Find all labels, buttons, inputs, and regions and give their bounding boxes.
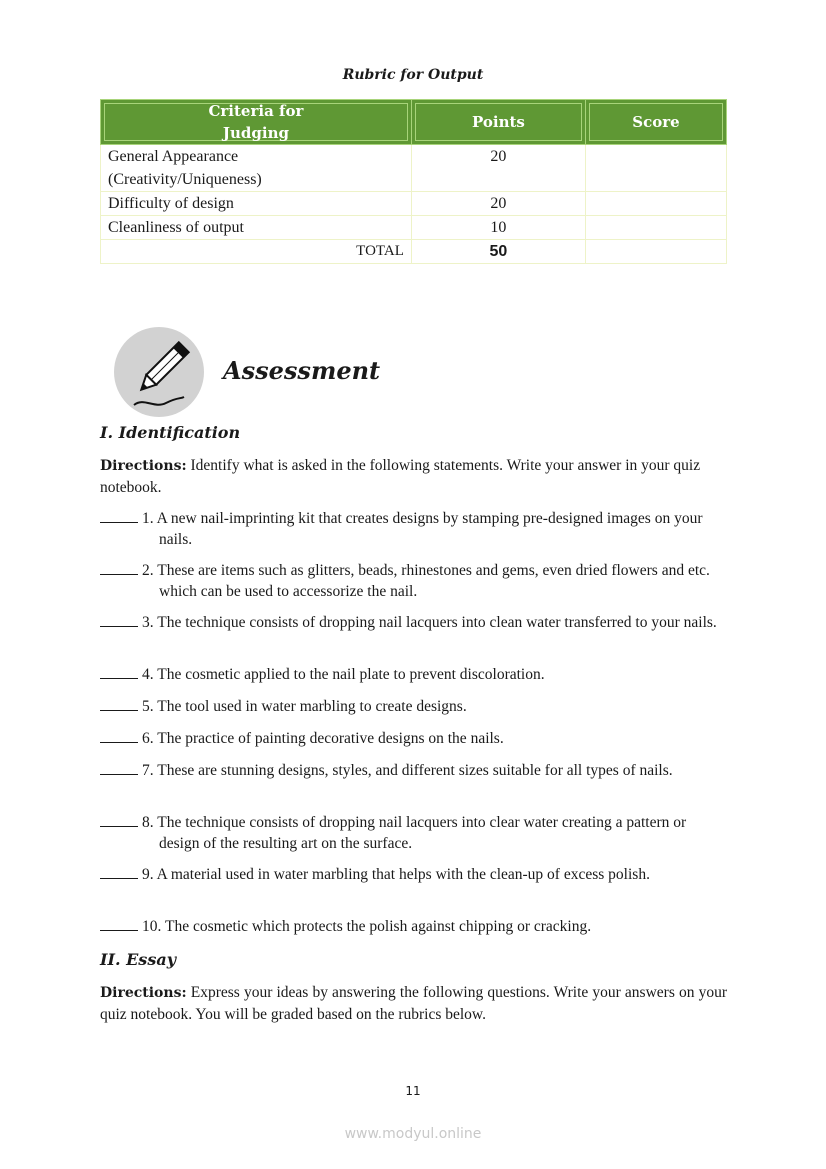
points-cell: 20 [411, 192, 585, 216]
answer-blank[interactable] [100, 728, 138, 743]
item-number: 7. [142, 762, 154, 779]
answer-blank[interactable] [100, 664, 138, 679]
essay-heading: II. Essay [100, 950, 176, 969]
item-number: 8. [142, 814, 154, 831]
list-item [100, 664, 730, 685]
watermark: www.modyul.online [344, 1126, 482, 1142]
identification-directions [100, 455, 727, 498]
header-points: Points [411, 100, 585, 145]
score-cell [585, 216, 726, 240]
total-row [101, 240, 727, 264]
header-criteria-line2: Judging [222, 124, 289, 142]
item-text: The technique consists of dropping nail lacquers into clear water creating a pattern or design of the resulting art on the surface. [157, 814, 687, 852]
directions-text: Express your ideas by answering the following questions. Write your answers on your quiz notebook. You will be graded based on the rubrics below. [100, 984, 727, 1023]
list-item [100, 760, 730, 781]
rubric-table [100, 99, 727, 264]
criteria-line1: General Appearance [108, 148, 239, 165]
rubric-header-row [101, 100, 727, 145]
identification-heading: I. Identification [100, 423, 241, 442]
answer-blank[interactable] [100, 508, 138, 523]
answer-blank[interactable] [100, 560, 138, 575]
criteria-cell: Difficulty of design [101, 192, 412, 216]
item-number: 9. [142, 866, 154, 883]
score-cell [585, 145, 726, 192]
total-value: 50 [411, 240, 585, 264]
item-number: 2. [142, 562, 154, 579]
table-row [101, 216, 727, 240]
item-text: A new nail-imprinting kit that creates designs by stamping pre-designed images on your nails. [156, 510, 703, 548]
table-row [101, 192, 727, 216]
essay-directions [100, 982, 727, 1025]
answer-blank[interactable] [100, 916, 138, 931]
header-score: Score [585, 100, 726, 145]
table-row [101, 145, 727, 192]
directions-label: Directions: [100, 985, 187, 1001]
list-item [100, 696, 730, 717]
item-number: 3. [142, 614, 154, 631]
item-number: 10. [142, 918, 162, 935]
item-text: These are stunning designs, styles, and different sizes suitable for all types of nails. [157, 762, 673, 779]
criteria-cell [101, 145, 412, 192]
list-item [100, 508, 730, 550]
score-cell [585, 192, 726, 216]
item-number: 4. [142, 666, 154, 683]
item-number: 1. [142, 510, 154, 527]
item-text: These are items such as glitters, beads, rhinestones and gems, even dried flowers and etc. which can be used to accessorize the nail. [157, 562, 710, 600]
criteria-cell: Cleanliness of output [101, 216, 412, 240]
item-text: The practice of painting decorative designs on the nails. [157, 730, 504, 747]
answer-blank[interactable] [100, 812, 138, 827]
assessment-title: Assessment [223, 356, 381, 385]
list-item [100, 916, 730, 937]
page-number: 11 [405, 1084, 421, 1098]
item-number: 5. [142, 698, 154, 715]
directions-text: Identify what is asked in the following statements. Write your answer in your quiz notebook. [100, 457, 701, 496]
pencil-icon [114, 327, 204, 417]
item-text: A material used in water marbling that helps with the clean-up of excess polish. [156, 866, 650, 883]
item-text: The technique consists of dropping nail lacquers into clean water transferred to your nails. [157, 614, 717, 631]
total-label: TOTAL [101, 240, 412, 264]
header-criteria [101, 100, 412, 145]
item-text: The cosmetic which protects the polish against chipping or cracking. [164, 918, 592, 935]
criteria-line2: (Creativity/Uniqueness) [108, 171, 262, 188]
item-text: The tool used in water marbling to create designs. [157, 698, 467, 715]
answer-blank[interactable] [100, 612, 138, 627]
answer-blank[interactable] [100, 696, 138, 711]
answer-blank[interactable] [100, 864, 138, 879]
list-item [100, 812, 730, 854]
points-cell: 10 [411, 216, 585, 240]
list-item [100, 728, 730, 749]
list-item [100, 560, 730, 602]
header-criteria-line1: Criteria for [208, 102, 304, 120]
list-item [100, 864, 730, 885]
list-item [100, 612, 730, 633]
answer-blank[interactable] [100, 760, 138, 775]
item-text: The cosmetic applied to the nail plate to prevent discoloration. [157, 666, 545, 683]
total-score-cell [585, 240, 726, 264]
directions-label: Directions: [100, 458, 187, 474]
item-number: 6. [142, 730, 154, 747]
points-cell: 20 [411, 145, 585, 192]
rubric-title: Rubric for Output [342, 67, 484, 83]
